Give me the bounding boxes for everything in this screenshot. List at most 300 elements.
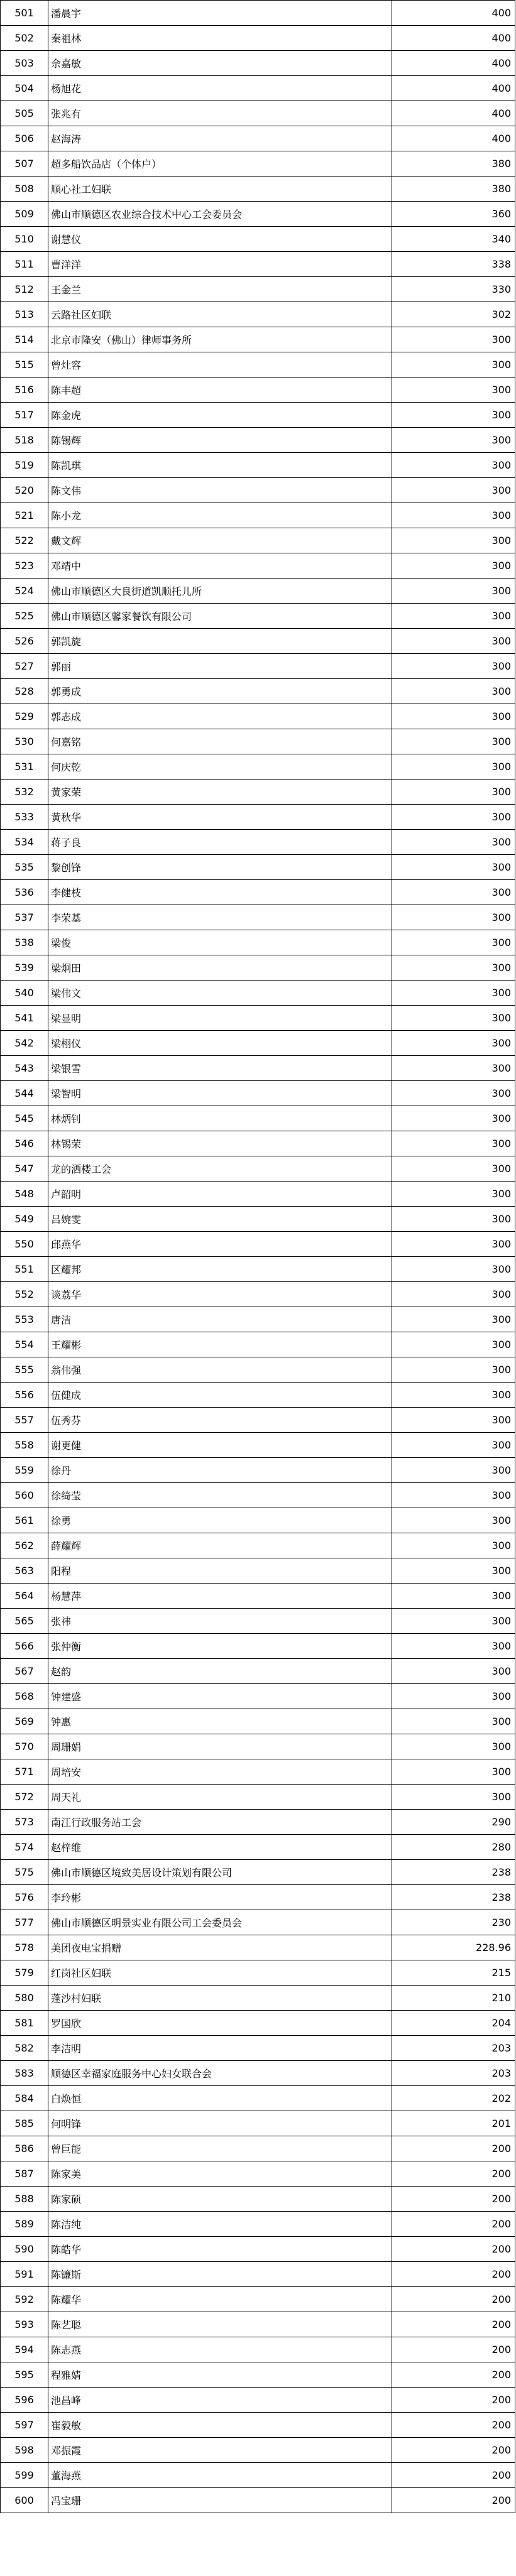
- row-number: 599: [1, 2463, 48, 2488]
- donor-name: 张祎: [48, 1609, 392, 1634]
- row-number: 515: [1, 352, 48, 378]
- row-number: 590: [1, 2237, 48, 2262]
- table-row: [1, 780, 515, 805]
- row-number: 502: [1, 26, 48, 51]
- table-row: [1, 1257, 515, 1282]
- donation-amount: 300: [392, 1307, 515, 1332]
- donation-amount: 400: [392, 76, 515, 101]
- donor-name: 佛山市顺德区农业综合技术中心工会委员会: [48, 202, 392, 227]
- donor-name: 伍健成: [48, 1383, 392, 1408]
- row-number: 582: [1, 2036, 48, 2061]
- table-row: [1, 2161, 515, 2187]
- table-row: [1, 1885, 515, 1910]
- donor-name: 戴文辉: [48, 528, 392, 553]
- donation-amount: 203: [392, 2061, 515, 2086]
- donation-amount: 300: [392, 1031, 515, 1056]
- table-row: [1, 880, 515, 905]
- row-number: 529: [1, 704, 48, 729]
- donor-name: 何明锋: [48, 2111, 392, 2136]
- donation-amount: 200: [392, 2287, 515, 2312]
- row-number: 532: [1, 780, 48, 805]
- donation-amount: 200: [392, 2187, 515, 2212]
- table-row: [1, 1081, 515, 1106]
- donation-amount: 300: [392, 1383, 515, 1408]
- table-row: [1, 126, 515, 151]
- row-number: 508: [1, 177, 48, 202]
- row-number: 516: [1, 378, 48, 403]
- table-row: [1, 2438, 515, 2463]
- donor-name: 顺德区幸福家庭服务中心妇女联合会: [48, 2061, 392, 2086]
- donor-name: 池昌峰: [48, 2388, 392, 2413]
- row-number: 517: [1, 403, 48, 428]
- donation-amount: 300: [392, 1156, 515, 1182]
- donation-amount: 400: [392, 126, 515, 151]
- table-row: [1, 2287, 515, 2312]
- donor-name: 徐丹: [48, 1458, 392, 1483]
- row-number: 534: [1, 830, 48, 855]
- donor-name: 谢更健: [48, 1433, 392, 1458]
- table-row: [1, 1433, 515, 1458]
- table-row: [1, 2187, 515, 2212]
- table-row: [1, 805, 515, 830]
- table-row: [1, 679, 515, 704]
- row-number: 536: [1, 880, 48, 905]
- donor-name: 李荣基: [48, 905, 392, 930]
- donor-name: 冯宝珊: [48, 2488, 392, 2513]
- donation-amount: 300: [392, 1458, 515, 1483]
- donation-amount: 200: [392, 2463, 515, 2488]
- row-number: 598: [1, 2438, 48, 2463]
- donation-amount: 338: [392, 252, 515, 277]
- row-number: 575: [1, 1860, 48, 1885]
- donor-name: 李玲彬: [48, 1885, 392, 1910]
- row-number: 537: [1, 905, 48, 930]
- donation-amount: 200: [392, 2362, 515, 2388]
- table-row: [1, 1558, 515, 1584]
- table-row: [1, 277, 515, 302]
- donor-name: 徐绮莹: [48, 1483, 392, 1508]
- row-number: 541: [1, 1006, 48, 1031]
- donor-name: 何庆乾: [48, 754, 392, 780]
- donor-name: 董海燕: [48, 2463, 392, 2488]
- donation-amount: 300: [392, 1709, 515, 1734]
- donor-name: 秦祖林: [48, 26, 392, 51]
- row-number: 567: [1, 1659, 48, 1684]
- table-row: [1, 629, 515, 654]
- donor-name: 卢韶明: [48, 1182, 392, 1207]
- row-number: 510: [1, 227, 48, 252]
- donor-name: 林锡荣: [48, 1131, 392, 1156]
- table-row: [1, 1659, 515, 1684]
- donor-name: 南江行政服务站工会: [48, 1810, 392, 1835]
- donor-name: 邓振霞: [48, 2438, 392, 2463]
- donor-name: 程雅婧: [48, 2362, 392, 2388]
- table-row: [1, 1609, 515, 1634]
- donation-amount: 300: [392, 478, 515, 503]
- donation-amount: 300: [392, 428, 515, 453]
- row-number: 531: [1, 754, 48, 780]
- row-number: 530: [1, 729, 48, 754]
- donor-name: 邓靖中: [48, 553, 392, 579]
- table-row: [1, 1207, 515, 1232]
- row-number: 593: [1, 2312, 48, 2337]
- table-row: [1, 553, 515, 579]
- row-number: 576: [1, 1885, 48, 1910]
- table-row: [1, 177, 515, 202]
- donor-name: 杨旭花: [48, 76, 392, 101]
- donor-name: 黄家荣: [48, 780, 392, 805]
- donor-name: 郭志成: [48, 704, 392, 729]
- row-number: 588: [1, 2187, 48, 2212]
- row-number: 551: [1, 1257, 48, 1282]
- table-row: [1, 227, 515, 252]
- table-row: [1, 26, 515, 51]
- donation-amount: 300: [392, 1483, 515, 1508]
- donation-amount: 300: [392, 1408, 515, 1433]
- row-number: 571: [1, 1759, 48, 1785]
- row-number: 545: [1, 1106, 48, 1131]
- row-number: 581: [1, 2011, 48, 2036]
- donor-name: 陈锡辉: [48, 428, 392, 453]
- table-row: [1, 1307, 515, 1332]
- donation-amount: 200: [392, 2488, 515, 2513]
- table-row: [1, 51, 515, 76]
- donor-name: 美团夜电宝捐赠: [48, 1935, 392, 1960]
- donor-name: 陈洁纯: [48, 2212, 392, 2237]
- table-row: [1, 930, 515, 955]
- donor-name: 佛山市顺德区境致美居设计策划有限公司: [48, 1860, 392, 1885]
- donor-name: 徐勇: [48, 1508, 392, 1533]
- row-number: 574: [1, 1835, 48, 1860]
- donor-name: 罗国欣: [48, 2011, 392, 2036]
- donation-amount: 300: [392, 1257, 515, 1282]
- table-row: [1, 1910, 515, 1935]
- donation-amount: 300: [392, 327, 515, 352]
- donation-amount: 360: [392, 202, 515, 227]
- row-number: 569: [1, 1709, 48, 1734]
- donor-name: 陈凯琪: [48, 453, 392, 478]
- row-number: 572: [1, 1785, 48, 1810]
- table-row: [1, 1383, 515, 1408]
- table-row: [1, 1357, 515, 1383]
- donor-name: 陈丰超: [48, 378, 392, 403]
- table-row: [1, 1810, 515, 1835]
- donation-amount: 210: [392, 1986, 515, 2011]
- donor-name: 张兆有: [48, 101, 392, 126]
- row-number: 580: [1, 1986, 48, 2011]
- donation-amount: 300: [392, 830, 515, 855]
- donor-name: 王耀彬: [48, 1332, 392, 1357]
- donation-amount: 230: [392, 1910, 515, 1935]
- donor-name: 翁伟强: [48, 1357, 392, 1383]
- table-row: [1, 2111, 515, 2136]
- donation-amount: 200: [392, 2388, 515, 2413]
- table-row: [1, 1986, 515, 2011]
- donation-amount: 200: [392, 2212, 515, 2237]
- table-row: [1, 1131, 515, 1156]
- row-number: 504: [1, 76, 48, 101]
- table-row: [1, 729, 515, 754]
- row-number: 544: [1, 1081, 48, 1106]
- table-row: [1, 604, 515, 629]
- donation-amount: 300: [392, 1081, 515, 1106]
- donation-amount: 300: [392, 1659, 515, 1684]
- donation-amount: 300: [392, 1584, 515, 1609]
- table-row: [1, 101, 515, 126]
- row-number: 535: [1, 855, 48, 880]
- donation-amount: 400: [392, 101, 515, 126]
- row-number: 589: [1, 2212, 48, 2237]
- donor-name: 杨慧萍: [48, 1584, 392, 1609]
- row-number: 579: [1, 1960, 48, 1986]
- row-number: 562: [1, 1533, 48, 1558]
- donor-name: 钟建盛: [48, 1684, 392, 1709]
- donation-amount: 300: [392, 981, 515, 1006]
- donation-amount: 300: [392, 1508, 515, 1533]
- row-number: 597: [1, 2413, 48, 2438]
- donor-name: 佛山市顺德区馨家餐饮有限公司: [48, 604, 392, 629]
- row-number: 519: [1, 453, 48, 478]
- donation-amount: 300: [392, 1131, 515, 1156]
- row-number: 528: [1, 679, 48, 704]
- row-number: 594: [1, 2337, 48, 2362]
- row-number: 505: [1, 101, 48, 126]
- donation-amount: 300: [392, 1558, 515, 1584]
- row-number: 584: [1, 2086, 48, 2111]
- row-number: 524: [1, 579, 48, 604]
- donor-name: 超多船饮品店（个体户）: [48, 151, 392, 177]
- row-number: 520: [1, 478, 48, 503]
- donor-name: 邱燕华: [48, 1232, 392, 1257]
- row-number: 512: [1, 277, 48, 302]
- donor-name: 陈家美: [48, 2161, 392, 2187]
- table-row: [1, 2463, 515, 2488]
- table-row: [1, 2488, 515, 2513]
- donation-amount: 300: [392, 1357, 515, 1383]
- donor-name: 陈小龙: [48, 503, 392, 528]
- donation-amount: 280: [392, 1835, 515, 1860]
- row-number: 542: [1, 1031, 48, 1056]
- donor-name: 赵梓维: [48, 1835, 392, 1860]
- table-row: [1, 1006, 515, 1031]
- row-number: 565: [1, 1609, 48, 1634]
- donor-name: 蒋子良: [48, 830, 392, 855]
- donation-amount: 300: [392, 1182, 515, 1207]
- table-row: [1, 1182, 515, 1207]
- donation-amount: 300: [392, 780, 515, 805]
- table-row: [1, 1759, 515, 1785]
- table-row: [1, 478, 515, 503]
- donor-name: 梁显明: [48, 1006, 392, 1031]
- donation-amount: 200: [392, 2136, 515, 2161]
- donor-name: 薛耀辉: [48, 1533, 392, 1558]
- donation-amount: 300: [392, 1207, 515, 1232]
- donation-amount: 228.96: [392, 1935, 515, 1960]
- row-number: 533: [1, 805, 48, 830]
- table-row: [1, 1584, 515, 1609]
- donor-name: 梁栩仪: [48, 1031, 392, 1056]
- table-row: [1, 2362, 515, 2388]
- donor-name: 陈金虎: [48, 403, 392, 428]
- table-row: [1, 76, 515, 101]
- table-row: [1, 981, 515, 1006]
- table-row: [1, 327, 515, 352]
- row-number: 554: [1, 1332, 48, 1357]
- donor-name: 郭凯旋: [48, 629, 392, 654]
- table-row: [1, 1508, 515, 1533]
- donor-name: 佛山市顺德区大良街道凯顺托儿所: [48, 579, 392, 604]
- donation-amount: 302: [392, 302, 515, 327]
- donation-amount: 300: [392, 805, 515, 830]
- table-row: [1, 955, 515, 981]
- table-row: [1, 2413, 515, 2438]
- donor-name: 龙的洒楼工会: [48, 1156, 392, 1182]
- donation-amount: 300: [392, 352, 515, 378]
- table-row: [1, 2086, 515, 2111]
- table-row: [1, 302, 515, 327]
- row-number: 563: [1, 1558, 48, 1584]
- row-number: 526: [1, 629, 48, 654]
- donor-name: 陈艺聪: [48, 2312, 392, 2337]
- donation-amount: 330: [392, 277, 515, 302]
- donation-amount: 300: [392, 1282, 515, 1307]
- donation-amount: 300: [392, 1684, 515, 1709]
- row-number: 522: [1, 528, 48, 553]
- donor-name: 赵海涛: [48, 126, 392, 151]
- donation-amount: 200: [392, 2337, 515, 2362]
- table-row: [1, 2262, 515, 2287]
- row-number: 558: [1, 1433, 48, 1458]
- donor-name: 周天礼: [48, 1785, 392, 1810]
- donation-amount: 300: [392, 453, 515, 478]
- donation-amount: 300: [392, 679, 515, 704]
- donor-name: 曾灶容: [48, 352, 392, 378]
- donation-amount: 340: [392, 227, 515, 252]
- donation-amount: 300: [392, 1759, 515, 1785]
- table-row: [1, 1483, 515, 1508]
- donation-amount: 200: [392, 2237, 515, 2262]
- donor-name: 梁伟文: [48, 981, 392, 1006]
- table-row: [1, 704, 515, 729]
- table-row: [1, 1056, 515, 1081]
- donor-name: 蓬沙村妇联: [48, 1986, 392, 2011]
- table-row: [1, 252, 515, 277]
- row-number: 546: [1, 1131, 48, 1156]
- table-row: [1, 503, 515, 528]
- row-number: 543: [1, 1056, 48, 1081]
- donation-amount: 380: [392, 177, 515, 202]
- donation-amount: 238: [392, 1885, 515, 1910]
- table-row: [1, 2337, 515, 2362]
- row-number: 521: [1, 503, 48, 528]
- donor-name: 谈荔华: [48, 1282, 392, 1307]
- table-row: [1, 428, 515, 453]
- row-number: 547: [1, 1156, 48, 1182]
- donor-name: 梁智明: [48, 1081, 392, 1106]
- row-number: 595: [1, 2362, 48, 2388]
- table-row: [1, 2011, 515, 2036]
- donation-amount: 300: [392, 604, 515, 629]
- table-row: [1, 2237, 515, 2262]
- donor-name: 唐洁: [48, 1307, 392, 1332]
- donor-name: 黎创锋: [48, 855, 392, 880]
- donor-name: 顺心社工妇联: [48, 177, 392, 202]
- donation-amount: 300: [392, 528, 515, 553]
- table-row: [1, 1232, 515, 1257]
- donor-name: 钟惠: [48, 1709, 392, 1734]
- donor-name: 云路社区妇联: [48, 302, 392, 327]
- donor-name: 北京市隆安（佛山）律师事务所: [48, 327, 392, 352]
- donor-name: 李健枝: [48, 880, 392, 905]
- row-number: 560: [1, 1483, 48, 1508]
- table-row: [1, 1634, 515, 1659]
- table-row: [1, 1106, 515, 1131]
- row-number: 511: [1, 252, 48, 277]
- table-row: [1, 1835, 515, 1860]
- donor-name: 梁俊: [48, 930, 392, 955]
- donation-amount: 300: [392, 855, 515, 880]
- donation-amount: 300: [392, 1106, 515, 1131]
- donor-name: 陈皓华: [48, 2237, 392, 2262]
- row-number: 552: [1, 1282, 48, 1307]
- table-row: [1, 2136, 515, 2161]
- table-row: [1, 1734, 515, 1759]
- donor-name: 伍秀芬: [48, 1408, 392, 1433]
- row-number: 586: [1, 2136, 48, 2161]
- donation-amount: 300: [392, 1734, 515, 1759]
- donor-name: 阳程: [48, 1558, 392, 1584]
- table-row: [1, 830, 515, 855]
- donation-amount: 300: [392, 880, 515, 905]
- donation-amount: 300: [392, 553, 515, 579]
- row-number: 561: [1, 1508, 48, 1533]
- row-number: 514: [1, 327, 48, 352]
- donation-amount: 300: [392, 1332, 515, 1357]
- row-number: 540: [1, 981, 48, 1006]
- donor-name: 梁银雪: [48, 1056, 392, 1081]
- table-row: [1, 2036, 515, 2061]
- donation-table-body: [1, 1, 515, 2513]
- donor-name: 吕婉雯: [48, 1207, 392, 1232]
- donation-amount: 300: [392, 1433, 515, 1458]
- donation-amount: 300: [392, 955, 515, 981]
- row-number: 591: [1, 2262, 48, 2287]
- table-row: [1, 453, 515, 478]
- row-number: 585: [1, 2111, 48, 2136]
- row-number: 550: [1, 1232, 48, 1257]
- donation-amount: 200: [392, 2312, 515, 2337]
- table-row: [1, 754, 515, 780]
- table-row: [1, 528, 515, 553]
- row-number: 573: [1, 1810, 48, 1835]
- table-row: [1, 378, 515, 403]
- donor-name: 陈耀华: [48, 2287, 392, 2312]
- donation-amount: 300: [392, 378, 515, 403]
- table-row: [1, 1709, 515, 1734]
- donation-amount: 300: [392, 1609, 515, 1634]
- donation-amount: 300: [392, 704, 515, 729]
- donor-name: 梁炯田: [48, 955, 392, 981]
- row-number: 525: [1, 604, 48, 629]
- row-number: 592: [1, 2287, 48, 2312]
- table-row: [1, 1332, 515, 1357]
- table-row: [1, 1860, 515, 1885]
- table-row: [1, 2212, 515, 2237]
- donor-name: 崔毅敏: [48, 2413, 392, 2438]
- row-number: 513: [1, 302, 48, 327]
- donor-name: 陈志燕: [48, 2337, 392, 2362]
- table-row: [1, 2388, 515, 2413]
